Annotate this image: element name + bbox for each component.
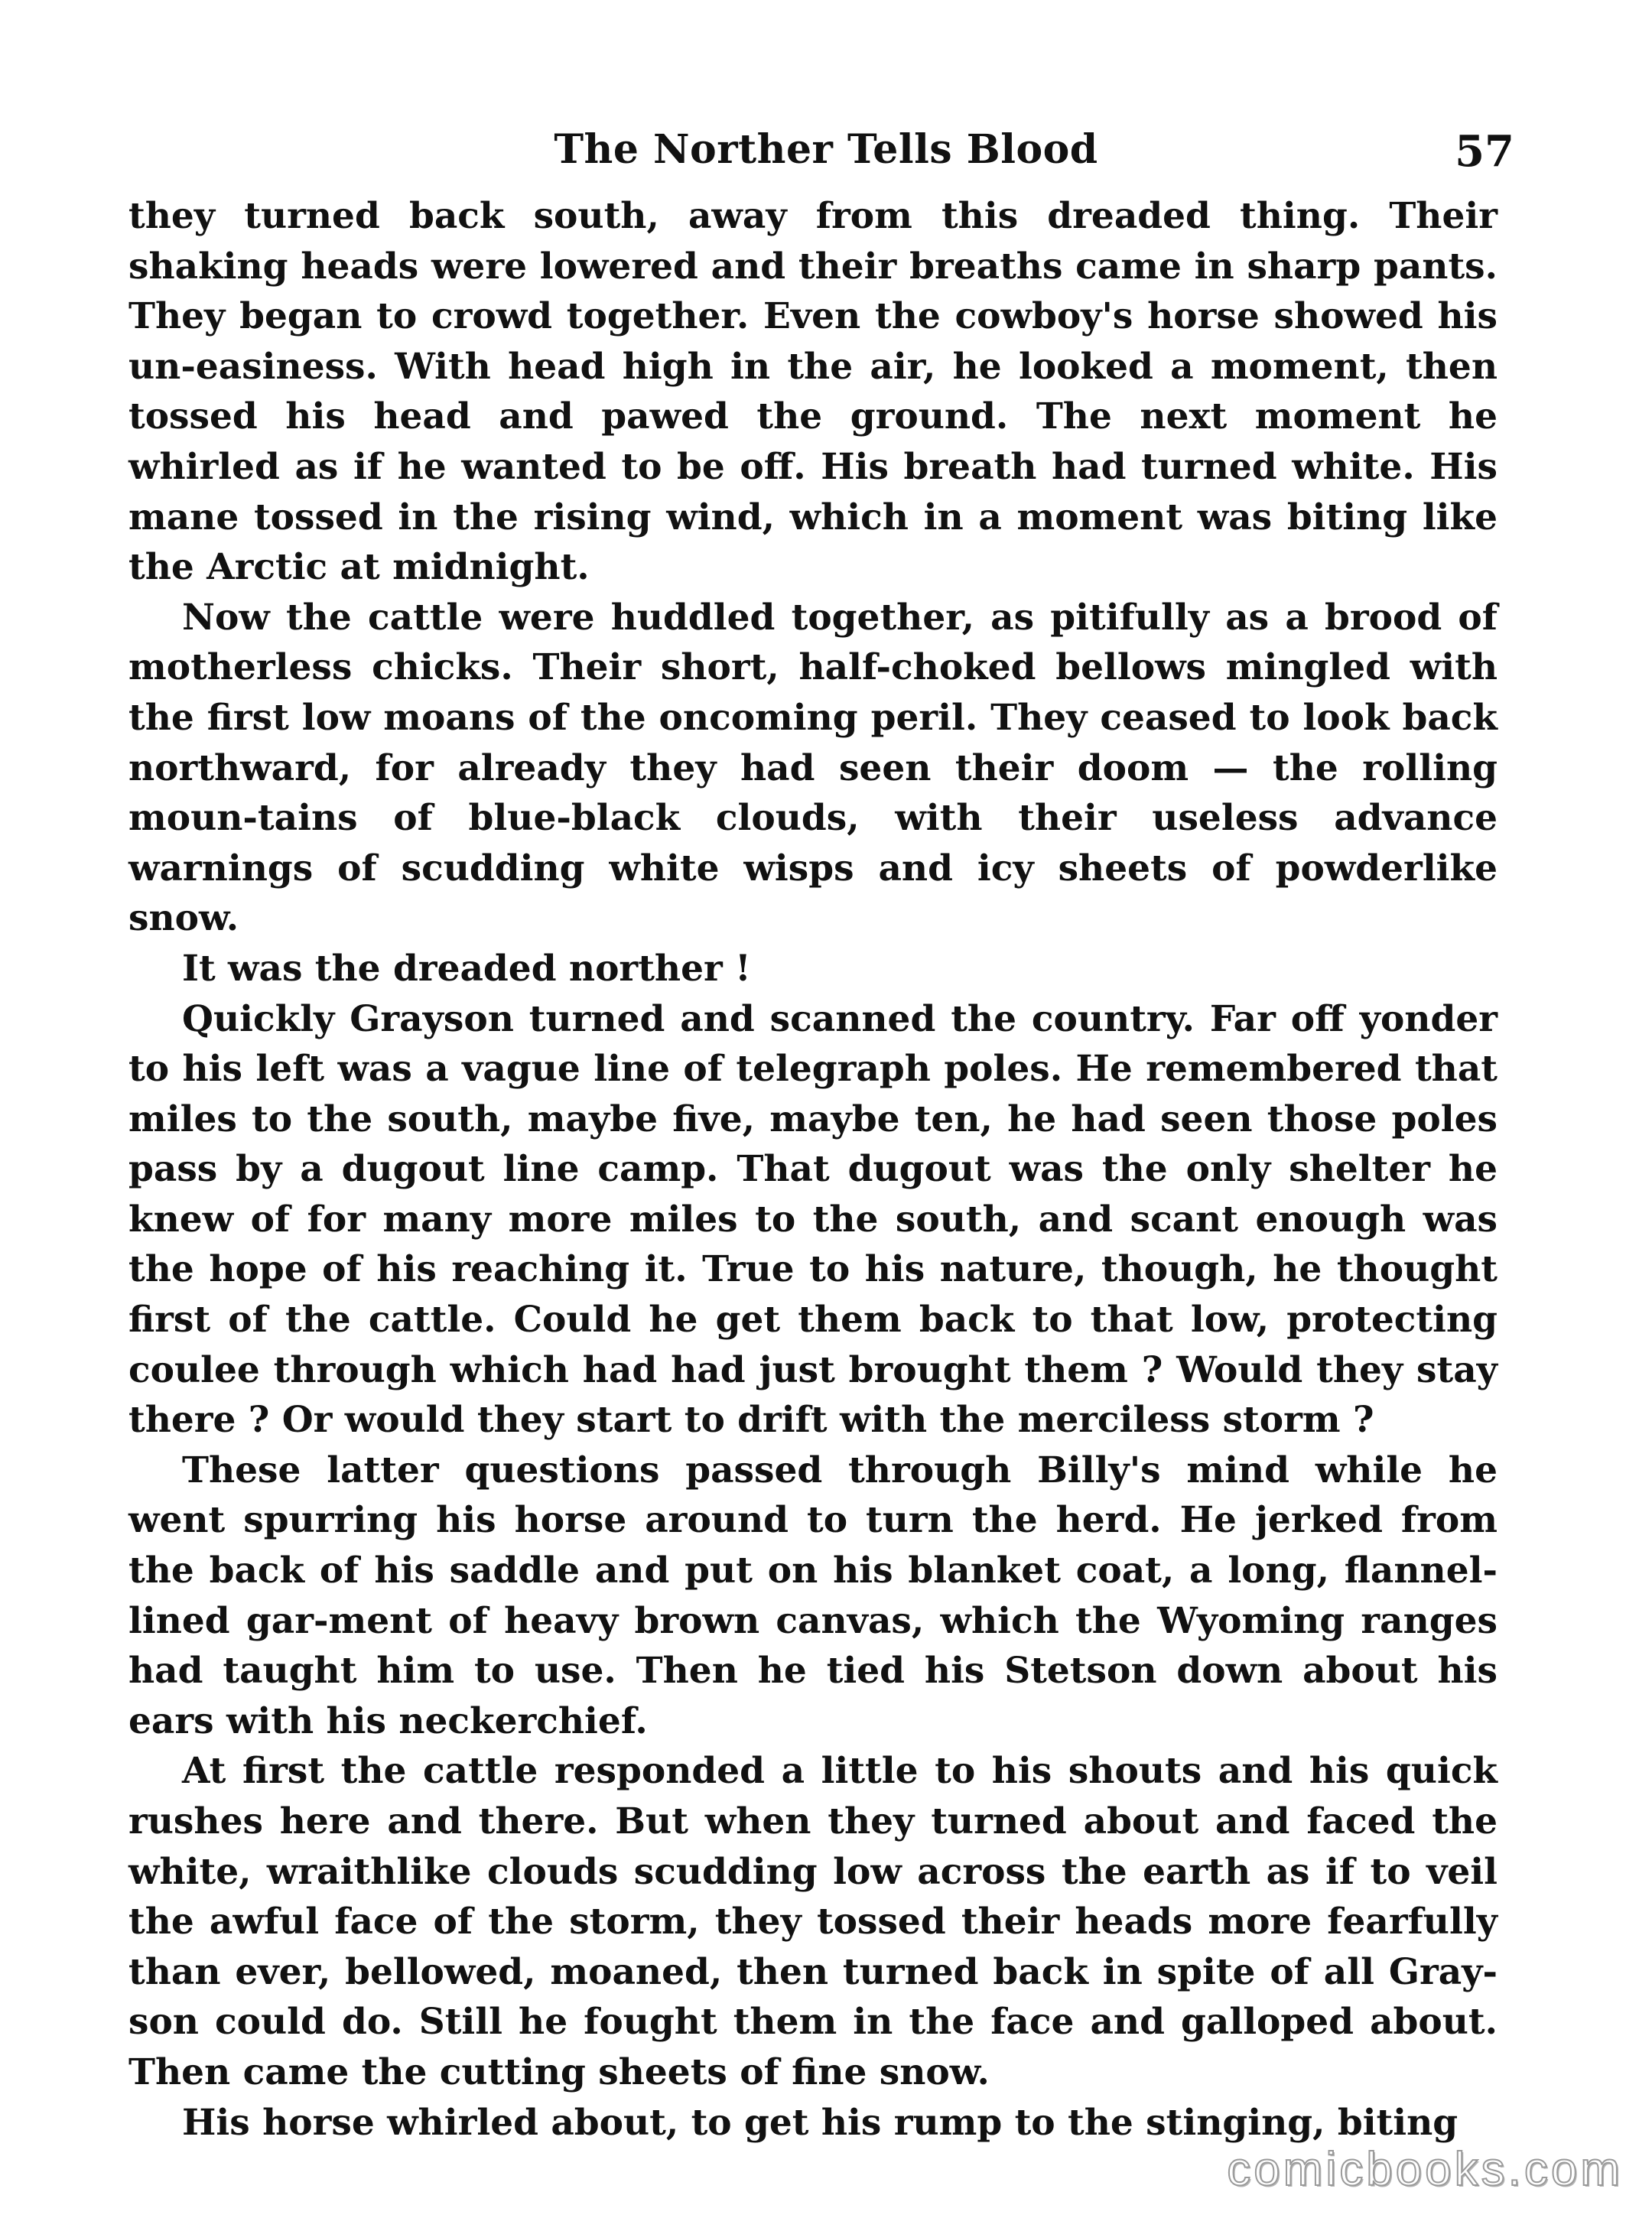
paragraph: At first the cattle responded a little to his shouts and his quick rushes here and there. But when they turned about and faced the white, wraithlike clouds scudding low across the earth as if to veil the awful face of the storm, they tossed their heads more fearfully than ever, bellowed, moaned, then turned back in spite of all Gray-son could do. Still he fought them in the face and galloped about. Then came the cutting sheets of fine snow. xyxy=(128,1750,1498,2093)
paragraph: Quickly Grayson turned and scanned the country. Far off yonder to his left was a vague line of telegraph poles. He remembered that miles to the south, maybe five, maybe ten, he had seen those poles pass by a dugout line camp. That dugout was the only shelter he knew of for many more miles to the south, and scant enough was the hope of his reaching it. True to his nature, though, he thought first of the cattle. Could he get them back to that low, protecting coulee through which had had just brought them ? Would they stay there ? Or would they start to drift with the merciless storm ? xyxy=(128,997,1498,1442)
paragraph: they turned back south, away from this dreaded thing. Their shaking heads were lowered and their breaths came in sharp pants. They began to crowd together. Even the cowboy's horse showed his un-easiness. With head high in the air, he looked a moment, then tossed his head and pawed the ground. The next moment he whirled as if he wanted to be off. His breath had turned white. His mane tossed in the rising wind, which in a moment was biting like the Arctic at midnight. xyxy=(128,195,1498,589)
paragraph: His horse whirled about, to get his rump to the stinging, biting xyxy=(182,2101,1459,2144)
watermark: comicbooks.com xyxy=(1227,2143,1623,2196)
body-text xyxy=(128,191,1498,2148)
paragraph: It was the dreaded norther ! xyxy=(182,947,751,990)
page-number: 57 xyxy=(1455,126,1514,177)
running-head xyxy=(0,126,1652,187)
paragraph: Now the cattle were huddled together, as pitifully as a brood of motherless chicks. Their short, half-choked bellows mingled with the first low moans of the oncoming peril. They ceased to look back northward, for already they had seen their doom — the rolling moun-tains of blue-black clouds, with their useless advance warnings of scudding white wisps and icy sheets of powderlike snow. xyxy=(128,596,1498,940)
running-title: The Norther Tells Blood xyxy=(554,126,1098,173)
paragraph: These latter questions passed through Billy's mind while he went spurring his horse around to turn the herd. He jerked from the back of his saddle and put on his blanket coat, a long, flannel-lined gar-ment of heavy brown canvas, which the Wyoming ranges had taught him to use. Then he tied his Stetson down about his ears with his neckerchief. xyxy=(128,1449,1498,1742)
